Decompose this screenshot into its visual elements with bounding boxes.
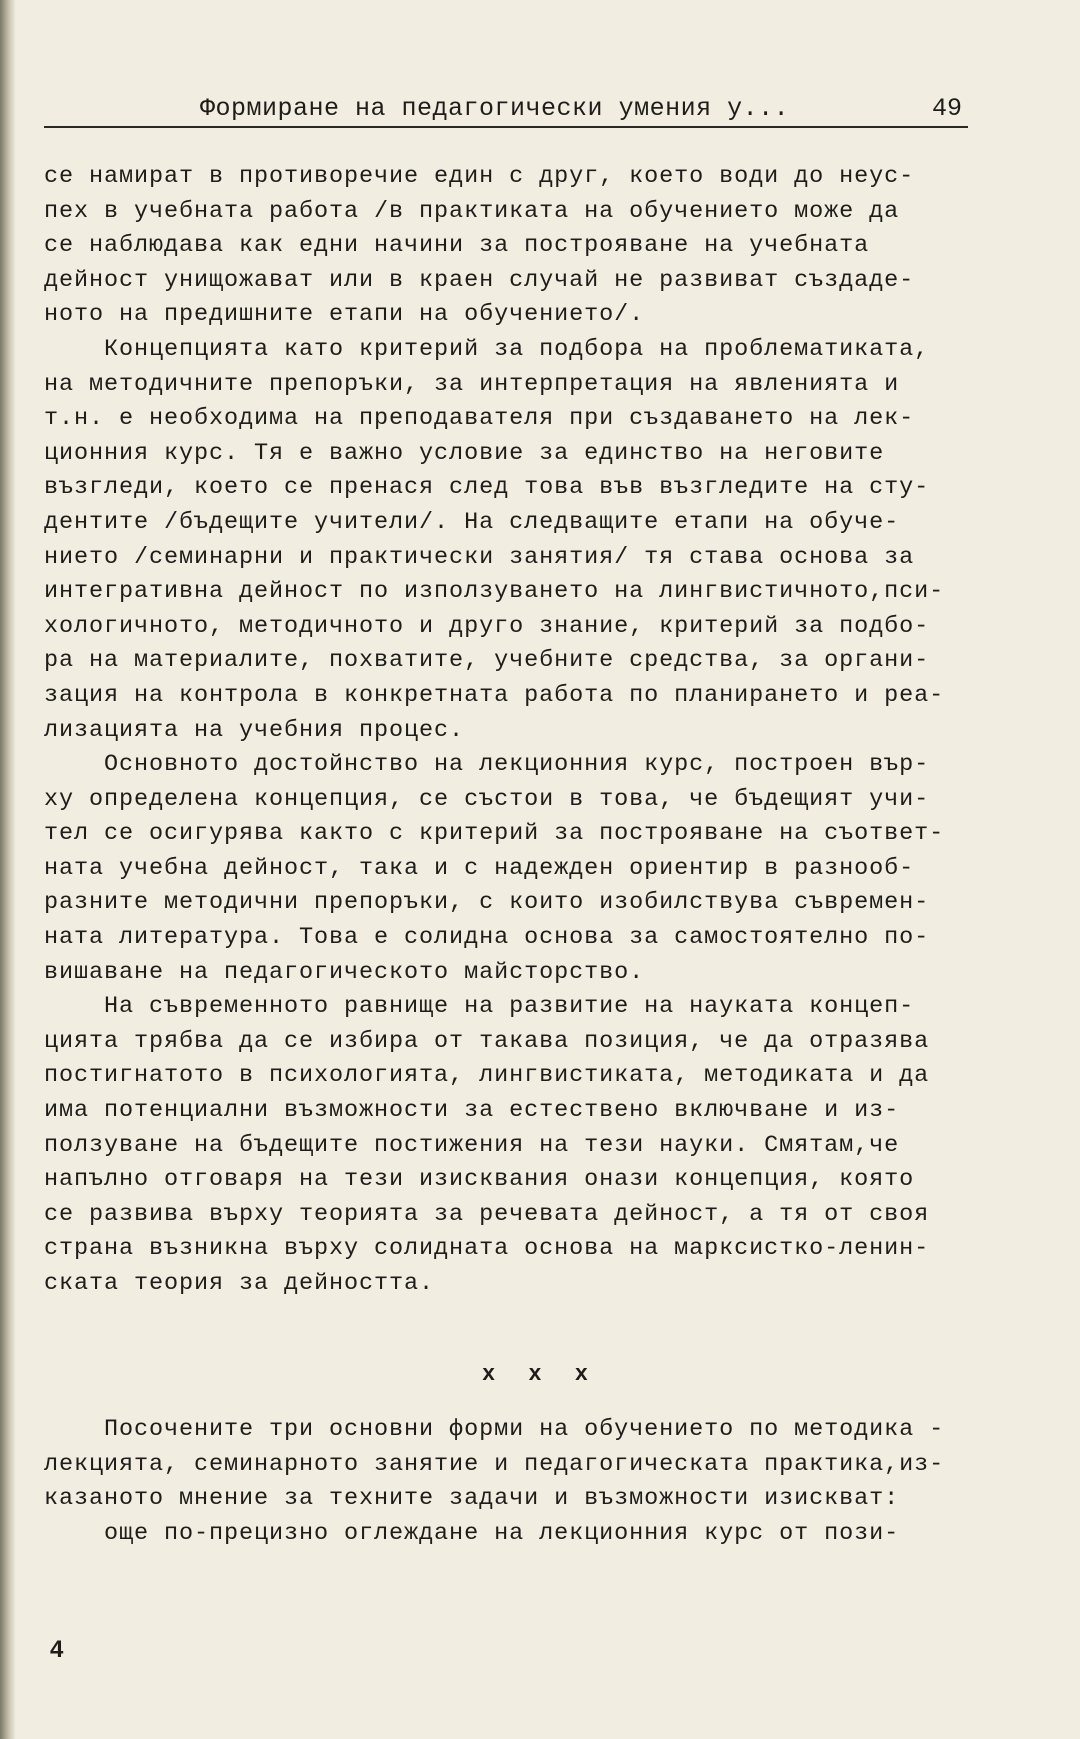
body-line: още по-прецизно оглеждане на лекционния курс от пози- [44, 1519, 900, 1547]
body-line: ра на материалите, похватите, учебните средства, за органи- [44, 647, 930, 675]
body-line: се намират в противоречие един с друг, което води до неус- [44, 163, 915, 190]
body-line: лизацията на учебния процес. [44, 716, 465, 744]
body-line: ползуване на бъдещите постижения на тези науки. Смятам,че [44, 1131, 900, 1159]
footer-signature-mark: 4 [50, 1636, 64, 1663]
body-line: постигнатото в психологията, лингвистиката, методиката и да [44, 1062, 930, 1090]
body-line: интегративна дейност по използуването на лингвистичното,пси- [44, 578, 945, 606]
page-number: 49 [931, 94, 962, 123]
body-line: хологичното, методичното и друго знание, критерий за подбо- [44, 612, 930, 640]
body-text [44, 160, 1004, 1302]
body-line: пех в учебната работа /в практиката на обучението може да [44, 197, 900, 225]
body-line: има потенциални възможности за естествено включване и из- [44, 1097, 900, 1125]
body-line: дентите /бъдещите учители/. На следващите етапи на обуче- [44, 508, 900, 536]
body-line: ционния курс. Тя е важно условие за единство на неговите [44, 439, 885, 467]
section-separator: x x x [481, 1362, 598, 1387]
body-line: ната учебна дейност, така и с надежден ориентир в разнооб- [44, 854, 915, 882]
body-line: на методичните препоръки, за интерпретация на явленията и [44, 370, 900, 398]
body-line: страна възникна върху солидната основа на марксистко-ленин- [44, 1235, 930, 1263]
running-head [44, 94, 968, 128]
body-line: ното на предишните етапи на обучението/. [44, 301, 645, 329]
body-line: ната литература. Това е солидна основа за самостоятелно по- [44, 924, 930, 952]
body-line: Концепцията като критерий за подбора на проблематиката, [44, 335, 930, 363]
body-line: казаното мнение за техните задачи и възможности изискват: [44, 1485, 900, 1513]
body-line: т.н. е необходима на преподавателя при създаването на лек- [44, 405, 915, 433]
body-line: разните методични препоръки, с които изобилствува съвремен- [44, 889, 930, 917]
body-line: Посочените три основни форми на обучението по методика - [44, 1416, 945, 1443]
binding-shadow [0, 0, 16, 1739]
body-line: тел се осигурява както с критерий за построяване на съответ- [44, 820, 945, 848]
body-line: ската теория за дейността. [44, 1270, 435, 1297]
body-line: нието /семинарни и практически занятия/ тя става основа за [44, 543, 915, 571]
section-two-text [44, 1413, 1004, 1551]
body-line: дейност унищожават или в краен случай не развиват създаде- [44, 266, 915, 294]
body-line: ху определена концепция, се състои в това, че бъдещият учи- [44, 785, 930, 813]
body-line: вишаване на педагогическото майсторство. [44, 958, 645, 986]
body-line: напълно отговаря на тези изисквания онази концепция, която [44, 1166, 915, 1194]
body-line: се наблюдава как едни начини за построяване на учебната [44, 232, 870, 260]
body-line: зация на контрола в конкретната работа по планирането и реа- [44, 681, 945, 709]
body-line: лекцията, семинарното занятие и педагогическата практика,из- [44, 1450, 945, 1478]
body-line: цията трябва да се избира от такава позиция, че да отразява [44, 1027, 930, 1055]
body-line: На съвременното равнище на развитие на науката концеп- [44, 993, 915, 1021]
body-line: Основното достойнство на лекционния курс, построен вър- [44, 751, 930, 779]
body-line: възгледи, което се пренася след това във възгледите на сту- [44, 474, 930, 502]
running-head-title: Формиране на педагогически умения у... [200, 94, 790, 123]
body-line: се развива върху теорията за речевата дейност, а тя от своя [44, 1200, 930, 1228]
